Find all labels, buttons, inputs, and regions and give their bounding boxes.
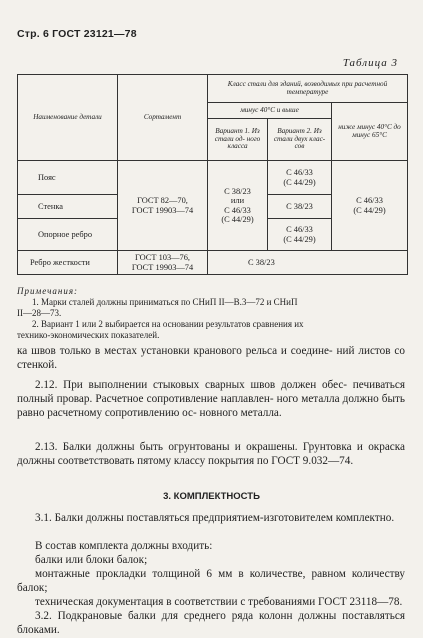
col-header-below40: ниже минус 40°С до минус 65°С [332,103,408,161]
kit-item-pads: монтажные прокладки толщиной 6 мм в количестве, равном количеству балок; [17,568,405,594]
row-name-stenka: Стенка [18,195,118,219]
variant2-opornoe-cell [268,219,332,251]
paragraph-2-11-end: ка швов только в местах установки кранового рельса и соедине- ний листов со стенкой. [17,345,405,371]
sortament-line: ГОСТ 103—76, [135,253,190,263]
table-caption: Таблица 3 [342,57,398,69]
notes-title: Примечания: [17,286,79,296]
rebro-value-cell: С 38/23 [208,251,408,275]
row-name-rebro: Ребро жесткости [18,251,118,275]
steel-value: С 38/23 [224,187,251,197]
paragraph-2-13: 2.13. Балки должны быть огрунтованы и окрашены. Грунтовка и окраска должны соответствовать пятому классу покрытия по ГОСТ 9.032—74. [17,441,405,467]
kit-item-beams: балки или блоки балок; [35,554,148,566]
sortament-cell-2 [118,251,208,275]
page-header: Стр. 6 ГОСТ 23121—78 [17,28,137,40]
col-header-variant2: Вариант 2. Из стали двух клас- сов [268,119,332,161]
sortament-line: ГОСТ 19903—74 [131,262,194,272]
steel-value: (С 44/29) [221,214,254,224]
col-header-variant1: Вариант 1. Из стали од- ного класса [208,119,268,161]
sortament-line: ГОСТ 19903—74 [131,205,194,215]
variant1-cell [208,161,268,251]
steel-value: С 46/33 [224,205,251,215]
row-name-opornoe: Опорное ребро [18,219,118,251]
note-1-cont: II—28—73. [17,308,62,318]
paragraph-3-1: 3.1. Балки должны поставляться предприятием-изготовителем комплектно. [35,512,395,524]
col-header-sortament: Сортамент [118,75,208,161]
paragraph-2-12: 2.12. При выполнении стыковых сварных швов должен обес- печиваться полный провар. Расчетное сопротивление наплавлен- ного металла должно быть равно расчетному сопротивлению ос- новного металла. [17,379,405,419]
sortament-line: ГОСТ 82—70, [137,196,188,206]
col-header-steel-class: Класс стали для зданий, возводимых при расчетной температуре [208,75,408,103]
steel-value: С 46/33 [286,225,313,235]
table-row [18,161,408,195]
variant2-poyas-cell [268,161,332,195]
steel-value: С 46/33 [356,196,383,206]
note-1: 1. Марки сталей должны приниматься по СНиП II—В.3—72 и СНиП [32,297,298,307]
paragraph-kit-intro: В состав комплекта должны входить: [35,540,213,552]
section-heading: 3. КОМПЛЕКТНОСТЬ [163,491,260,502]
below40-cell [332,161,408,251]
kit-item-docs: техническая документация в соответствии с требованиями ГОСТ 23118—78. [35,596,403,608]
col-header-minus40: минус 40°С и выше [208,103,332,119]
steel-value: (С 44/29) [283,177,316,187]
note-2-cont: технико-экономических показателей. [17,330,160,340]
row-name-poyas: Пояс [18,161,118,195]
variant2-stenka-cell: С 38/23 [268,195,332,219]
steel-value: С 46/33 [286,168,313,178]
note-2: 2. Вариант 1 или 2 выбирается на основании результатов сравнения их [32,319,304,329]
steel-value: (С 44/29) [283,234,316,244]
steel-value: (С 44/29) [353,205,386,215]
sortament-cell-1 [118,161,208,251]
table-row [18,251,408,275]
col-header-name: Наименование детали [18,75,118,161]
steel-value: или [230,196,245,206]
paragraph-3-2: 3.2. Подкрановые балки для среднего ряда колонн должны поставляться блоками. [17,610,405,636]
steel-class-table [17,74,408,275]
